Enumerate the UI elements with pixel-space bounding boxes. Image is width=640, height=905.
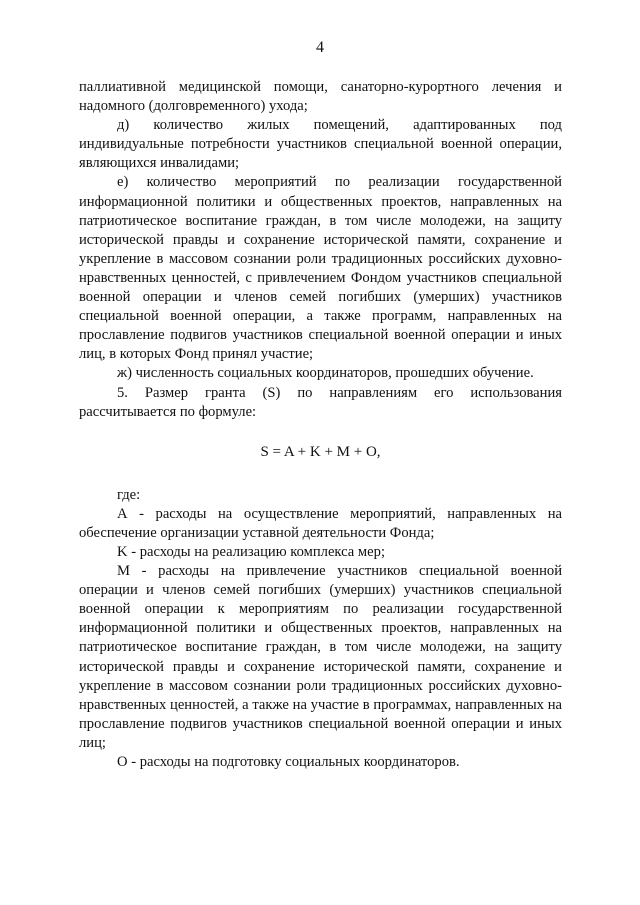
paragraph-continuation: паллиативной медицинской помощи, санаторно-курортного лечения и надомного (долговременного) ухода;	[79, 79, 562, 115]
document-body	[79, 78, 562, 772]
paragraph-item-e: е) количество мероприятий по реализации государственной информационной политики и общественных проектов, направленных на патриотическое воспитание граждан, в том числе молодежи, на защиту исторической правды и сохранение исторической памяти, сохранение и укрепление в массовом сознании роли традиционных российских духовно-нравственных ценностей, с привлечением Фондом участников специальной военной операции и членов семей погибших (умерших) участников специальной военной операции, а также программ, направленных на прославление подвигов участников специальной военной операции и иных лиц, в которых Фонд принял участие;	[79, 174, 562, 363]
paragraph-point-5: 5. Размер гранта (S) по направлениям его использования рассчитывается по формуле:	[79, 384, 562, 420]
paragraph-item-d: д) количество жилых помещений, адаптированных под индивидуальные потребности участников специальной военной операции, являющихся инвалидами;	[79, 117, 562, 172]
paragraph-item-zh: ж) численность социальных координаторов, прошедших обучение.	[117, 365, 534, 382]
definition-m: М - расходы на привлечение участников специальной военной операции и членов семей погибших (умерших) участников специальной военной операции к мероприятиям по реализации государственной информационной политики и общественных проектов, направленных на патриотическое воспитание граждан, в том числе молодежи, на защиту исторической правды и сохранение исторической памяти, сохранение и укрепление в массовом сознании роли традиционных российских духовно-нравственных ценностей, а также на участие в программах, направленных на прославление подвигов участников специальной военной операции и иных лиц;	[79, 563, 562, 751]
definition-a: А - расходы на осуществление мероприятий, направленных на обеспечение организации уставной деятельности Фонда;	[79, 505, 562, 541]
definition-k: K - расходы на реализацию комплекса мер;	[117, 543, 385, 560]
definition-o: O - расходы на подготовку социальных координаторов.	[117, 754, 460, 770]
paragraph-where: где:	[117, 486, 141, 503]
grant-formula: S = A + K + M + O,	[260, 443, 381, 460]
page-number: 4	[316, 39, 324, 56]
